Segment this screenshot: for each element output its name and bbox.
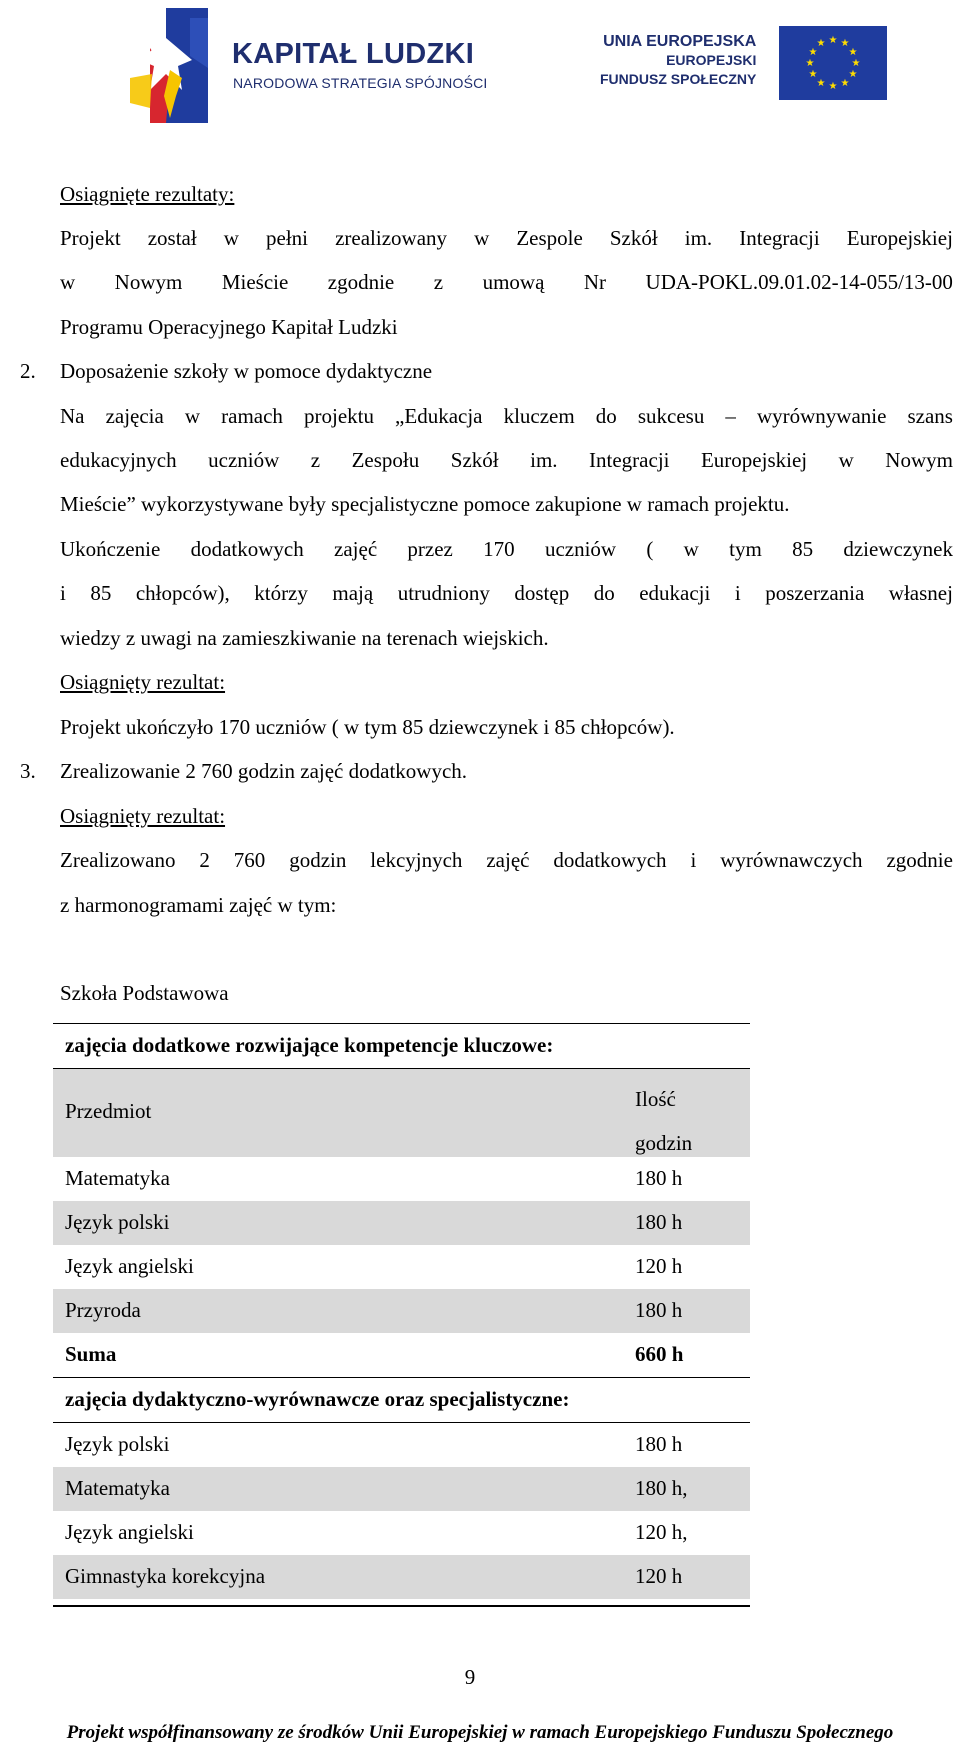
eu-label-line3: FUNDUSZ SPOŁECZNY — [600, 71, 757, 87]
word: Integracji — [589, 448, 670, 472]
word: 85 — [792, 537, 814, 561]
word: – — [725, 404, 736, 428]
word: i — [734, 581, 741, 605]
column-header-subject: Przedmiot — [65, 1099, 152, 1123]
paragraph-3-line-2 — [60, 580, 953, 606]
table-cell-hours: 120 h — [635, 1564, 683, 1588]
page-number: 9 — [464, 1665, 476, 1689]
paragraph-1-line-3: Programu Operacyjnego Kapitał Ludzki — [60, 315, 398, 339]
result-text-1: Projekt ukończyło 170 uczniów ( w tym 85 dziewczynek i 85 chłopców). — [60, 715, 675, 739]
item-3-title: Zrealizowanie 2 760 godzin zajęć dodatkowych. — [60, 759, 468, 783]
paragraph-1-line-1 — [60, 225, 953, 251]
paragraph-2-line-3: Mieście” wykorzystywane były specjalistyczne pomoce zakupione w ramach projektu. — [60, 492, 790, 516]
paragraph-3-line-1 — [60, 536, 953, 562]
table-row — [53, 1511, 750, 1555]
item-2-number: 2. — [20, 359, 36, 383]
word: uczniów — [544, 537, 617, 561]
table-cell-hours: 120 h — [635, 1254, 683, 1278]
word: dodatkowych — [190, 537, 304, 561]
word: w — [223, 226, 239, 250]
svg-text:★: ★ — [816, 38, 826, 49]
eu-label — [600, 32, 756, 89]
word: poszerzania — [765, 581, 865, 605]
section-1-title: zajęcia dodatkowe rozwijające kompetencje kluczowe: — [65, 1033, 554, 1057]
word: w — [838, 448, 854, 472]
table-row — [53, 1245, 750, 1289]
logo-subtitle: NARODOWA STRATEGIA SPÓJNOŚCI — [233, 75, 488, 91]
word: Europejskiej — [700, 448, 808, 472]
word: dostęp — [514, 581, 570, 605]
word: Europejskiej — [846, 226, 953, 250]
table-cell-subject: Przyroda — [65, 1298, 141, 1322]
word: do — [593, 581, 615, 605]
item-3-number: 3. — [20, 759, 36, 783]
school-name: Szkoła Podstawowa — [60, 981, 229, 1005]
word: i — [690, 848, 697, 872]
word: uczniów — [208, 448, 280, 472]
word: w — [60, 270, 76, 294]
footer-text: Projekt współfinansowany ze środków Unii Europejskiej w ramach Europejskiego Funduszu Społecznego — [66, 1722, 894, 1743]
table-row — [53, 1467, 750, 1511]
word: Ukończenie — [60, 537, 161, 561]
hours-table — [53, 1024, 750, 1599]
table-sum-row — [53, 1333, 750, 1377]
svg-text:★: ★ — [848, 69, 858, 80]
table-cell-subject: Matematyka — [65, 1166, 170, 1190]
word: 760 — [233, 848, 266, 872]
word: kluczem — [503, 404, 575, 428]
word: im. — [530, 448, 558, 472]
table-cell-subject: Język polski — [65, 1432, 170, 1456]
svg-text:★: ★ — [816, 78, 826, 89]
word: w — [184, 404, 201, 428]
word: którzy — [254, 581, 308, 605]
word: zrealizowany — [335, 226, 448, 250]
svg-text:★: ★ — [828, 81, 838, 92]
word: UDA-POKL.09.01.02-14-055/13-00 — [645, 270, 953, 294]
svg-text:★: ★ — [840, 38, 850, 49]
word: „Edukacja — [395, 404, 483, 428]
word: pełni — [266, 226, 309, 250]
word: Zespole — [516, 226, 583, 250]
word: Nowym — [885, 448, 953, 472]
kapital-ludzki-logo-icon — [130, 8, 225, 123]
table-cell-subject: Język angielski — [65, 1254, 194, 1278]
word: w — [683, 537, 699, 561]
table-row — [53, 1201, 750, 1245]
word: zajęć — [486, 848, 530, 872]
word: tym — [729, 537, 762, 561]
word: Zrealizowano — [60, 848, 176, 872]
table-section-2-title — [53, 1377, 750, 1423]
table-cell-hours: 180 h — [635, 1298, 683, 1322]
word: Zespołu — [351, 448, 420, 472]
results-heading: Osiągnięte rezultaty: — [60, 182, 235, 206]
table-row — [53, 1157, 750, 1201]
word: utrudniony — [397, 581, 490, 605]
sum-value: 660 h — [635, 1342, 684, 1366]
word: dziewczynek — [843, 537, 953, 561]
word: szans — [907, 404, 953, 428]
sum-label: Suma — [65, 1342, 117, 1366]
word: zajęć — [334, 537, 378, 561]
word: zgodnie — [886, 848, 953, 872]
svg-text:★: ★ — [808, 69, 818, 80]
svg-text:★: ★ — [848, 47, 858, 58]
table-cell-subject: Język polski — [65, 1210, 170, 1234]
word: zajęcia — [105, 404, 164, 428]
table-cell-subject: Język angielski — [65, 1520, 194, 1544]
word: własnej — [888, 581, 953, 605]
eu-label-line1: UNIA EUROPEJSKA — [603, 33, 757, 50]
eu-flag-icon — [779, 26, 887, 100]
paragraph-3-line-3: wiedzy z uwagi na zamieszkiwanie na terenach wiejskich. — [60, 626, 549, 650]
word: z — [310, 448, 321, 472]
eu-label-line2: EUROPEJSKI — [666, 52, 757, 68]
table-cell-hours: 180 h — [635, 1166, 683, 1190]
paragraph-2-line-2 — [60, 447, 953, 473]
word: Integracji — [739, 226, 820, 250]
word: i — [60, 581, 66, 605]
section-2-title: zajęcia dydaktyczno-wyrównawcze oraz specjalistyczne: — [65, 1387, 570, 1411]
table-cell-hours: 180 h — [635, 1210, 683, 1234]
table-cell-subject: Gimnastyka korekcyjna — [65, 1564, 266, 1588]
word: Na — [60, 404, 85, 428]
table-cell-hours: 180 h, — [635, 1476, 688, 1500]
word: lekcyjnych — [370, 848, 463, 872]
svg-text:★: ★ — [805, 58, 815, 69]
column-header-hours-line2: godzin — [635, 1131, 693, 1155]
table-row — [53, 1289, 750, 1333]
result-label-1: Osiągnięty rezultat: — [60, 670, 226, 694]
word: godzin — [289, 848, 347, 872]
word: Szkół — [609, 226, 658, 250]
word: projektu — [304, 404, 374, 428]
word: przez — [407, 537, 453, 561]
word: edukacyjnych — [60, 448, 177, 472]
table-cell-subject: Matematyka — [65, 1476, 170, 1500]
word: mają — [332, 581, 374, 605]
word: sukcesu — [637, 404, 705, 428]
column-header-hours — [635, 1077, 692, 1165]
word: do — [595, 404, 617, 428]
word: został — [147, 226, 197, 250]
word: Projekt — [60, 226, 121, 250]
word: dodatkowych — [553, 848, 667, 872]
word: wyrównywanie — [756, 404, 887, 428]
result-label-2: Osiągnięty rezultat: — [60, 804, 226, 828]
table-bottom-border — [53, 1605, 750, 1607]
svg-text:★: ★ — [808, 47, 818, 58]
paragraph-4-line-1 — [60, 847, 953, 873]
word: 170 — [483, 537, 515, 561]
table-section-1-title — [53, 1024, 750, 1069]
word: Nr — [583, 270, 607, 294]
table-cell-hours: 120 h, — [635, 1520, 688, 1544]
word: w — [474, 226, 490, 250]
paragraph-2-line-1 — [60, 403, 953, 429]
item-2-title: Doposażenie szkoły w pomoce dydaktyczne — [60, 359, 433, 383]
column-header-hours-line1: Ilość — [635, 1087, 676, 1111]
word: im. — [684, 226, 713, 250]
word: 85 — [90, 581, 112, 605]
word: Mieście — [221, 270, 289, 294]
word: chłopców), — [135, 581, 230, 605]
page-header — [0, 0, 960, 130]
table-cell-hours: 180 h — [635, 1432, 683, 1456]
paragraph-4-line-2: z harmonogramami zajęć w tym: — [60, 893, 337, 917]
logo-title: KAPITAŁ LUDZKI — [232, 38, 475, 70]
word: ramach — [221, 404, 283, 428]
svg-text:★: ★ — [840, 78, 850, 89]
word: z — [433, 270, 444, 294]
svg-text:★: ★ — [851, 58, 861, 69]
word: 2 — [199, 848, 210, 872]
word: Nowym — [114, 270, 183, 294]
paragraph-1-line-2 — [60, 269, 953, 295]
word: Szkół — [450, 448, 499, 472]
word: zgodnie — [327, 270, 395, 294]
word: edukacji — [639, 581, 711, 605]
word: wyrównawczych — [720, 848, 863, 872]
word: umową — [482, 270, 545, 294]
table-row — [53, 1555, 750, 1599]
table-row — [53, 1423, 750, 1467]
svg-text:★: ★ — [828, 35, 838, 46]
word: ( — [646, 537, 654, 561]
table-header-row — [53, 1069, 750, 1157]
